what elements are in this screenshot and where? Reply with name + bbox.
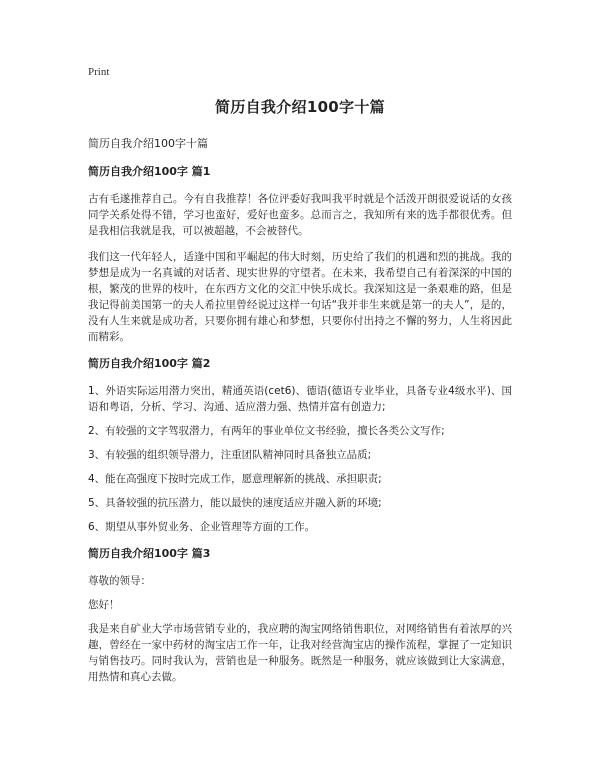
section-heading: 简历自我介绍100字 篇2 (88, 357, 211, 370)
list-item: 2、有较强的文字驾驭潜力，有两年的事业单位文书经验，擅长各类公文写作; (88, 425, 445, 437)
list-item: 4、能在高强度下按时完成工作，愿意理解新的挑战、承担职责; (88, 473, 382, 485)
list-item: 5、具备较强的抗压潜力，能以最快的速度适应并融入新的环境; (88, 497, 382, 509)
greeting: 您好！ (88, 599, 120, 611)
print-label: Print (88, 66, 110, 78)
section-1 (88, 163, 512, 345)
paragraph: 古有毛遂推荐自己。今有自我推荐！各位评委好我叫我平时就是个活泼开朗很爱说话的女孩同学关系处得不错，学习也蛮好，爱好也蛮多。总而言之，我知所有来的选手都很优秀。但是我相信我就是我，可以被超越，不会被替代。 (88, 193, 512, 237)
list-item: 1、外语实际运用潜力突出，精通英语(cet6)、德语(德语专业毕业，具备专业4级水平)、国语和粤语，分析、学习、沟通、适应潜力强、热情并富有创造力; (88, 385, 512, 413)
list-item: 6、期望从事外贸业务、企业管理等方面的工作。 (88, 521, 316, 533)
section-2 (88, 355, 512, 535)
paragraph: 我是来自矿业大学市场营销专业的，我应聘的淘宝网络销售职位，对网络销售有着浓厚的兴趣，曾经在一家中药材的淘宝店工作一年，让我对经营淘宝店的操作流程，掌握了一定知识与销售技巧。同时我认为，营销也是一种服务。既然是一种服务，就应该做到让大家满意，用热情和真心去做。 (88, 623, 512, 683)
document-title: 简历自我介绍100字十篇 (215, 98, 385, 116)
list-item: 3、有较强的组织领导潜力，注重团队精神同时具备独立品质; (88, 449, 372, 461)
section-3 (88, 545, 512, 685)
salutation: 尊敬的领导： (88, 575, 151, 587)
section-heading: 简历自我介绍100字 篇3 (88, 547, 211, 560)
section-heading: 简历自我介绍100字 篇1 (88, 165, 211, 178)
paragraph: 我们这一代年轻人，适逢中国和平崛起的伟大时刻，历史给了我们的机遇和烈的挑战。我的梦想是成为一名真诚的对话者、现实世界的守望者。在未来，我希望自己有着深深的中国的根，繁茂的世界的枝叶，在东西方文化的交汇中快乐成长。我深知这是一条艰难的路，但是我记得前美国第一的夫人希拉里曾经说过这样一句话“我并非生来就是第一的夫人”，是的，没有人生来就是成功者，只要你拥有雄心和梦想，只要你付出持之不懈的努力，人生将因此而精彩。 (88, 251, 512, 343)
document-subtitle: 简历自我介绍100字十篇 (88, 137, 208, 150)
